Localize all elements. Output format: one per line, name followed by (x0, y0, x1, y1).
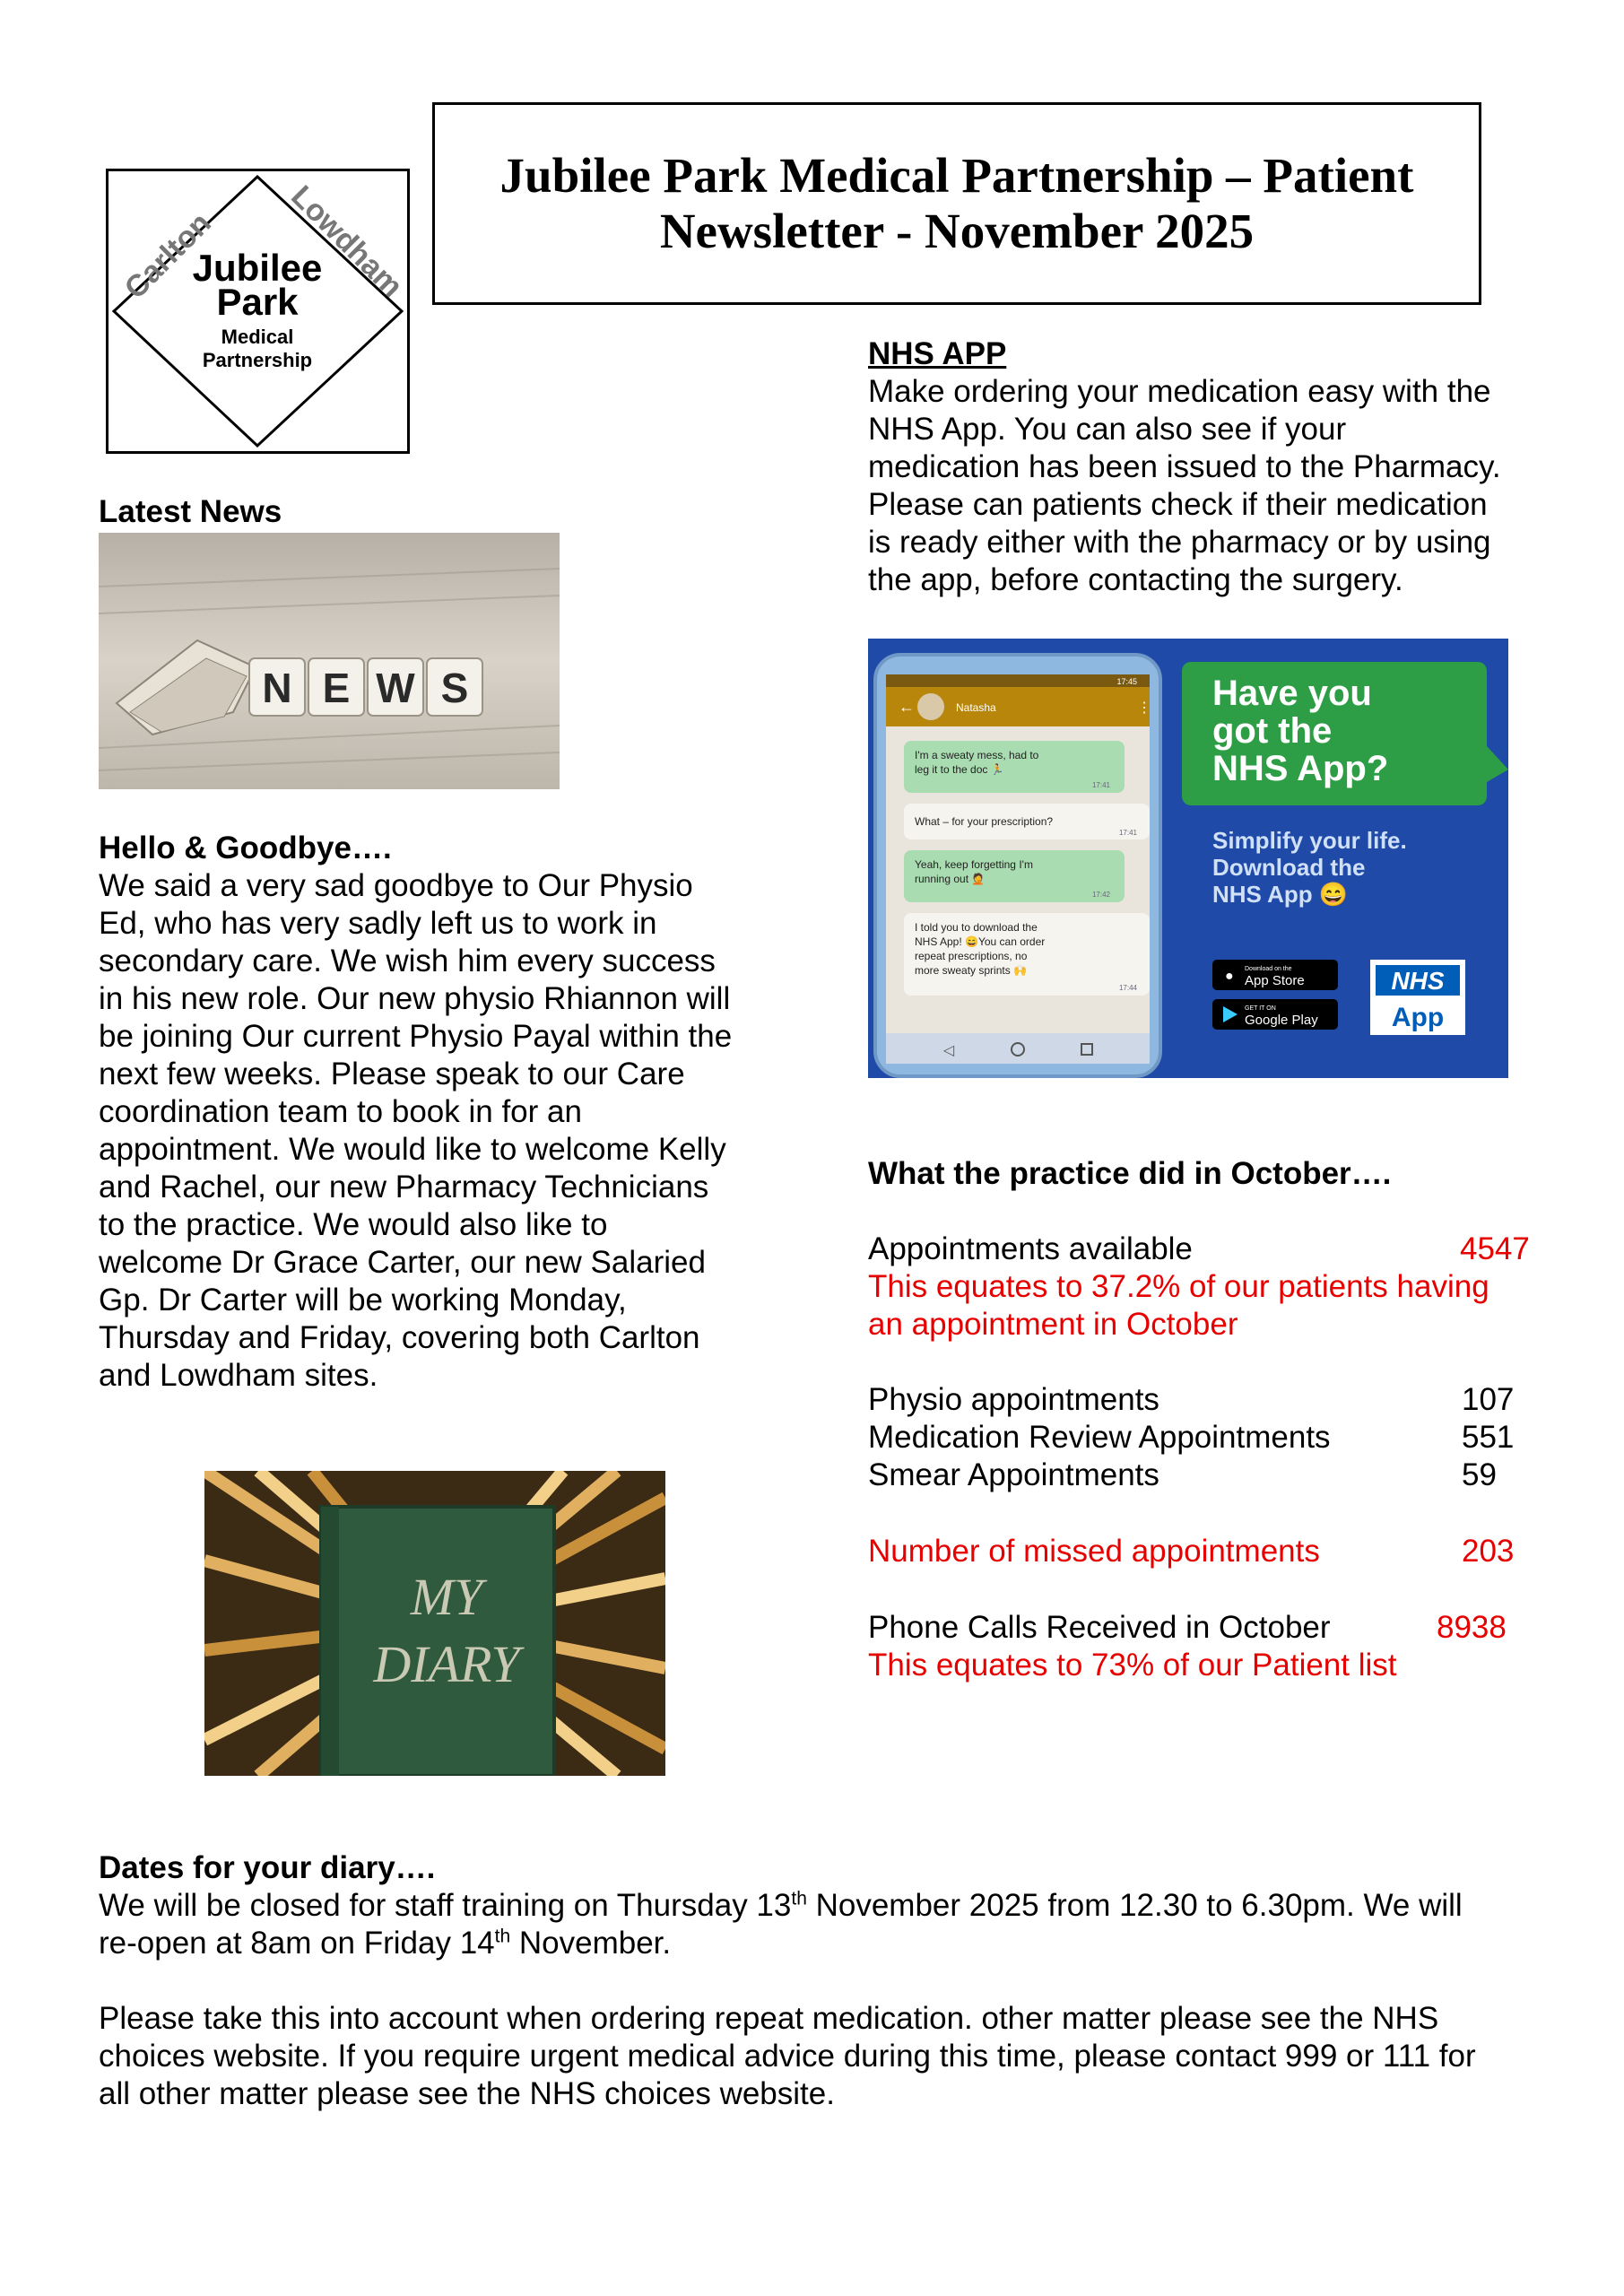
ad-msg-4-line-4: more sweaty sprints 🙌 (915, 964, 1027, 977)
title-line-2: Newsletter - November 2025 (659, 204, 1255, 258)
hello-line: next few weeks. Please speak to our Care (99, 1057, 685, 1091)
hello-line: secondary care. We wish him every success (99, 944, 716, 978)
hello-line: appointment. We would like to welcome Kelly (99, 1132, 726, 1167)
apple-icon: ● (1225, 969, 1234, 984)
dates-para-2-line: Please take this into account when ordering repeat medication. other matter please see the NHS (99, 2001, 1439, 2036)
hello-line: Thursday and Friday, covering both Carlton (99, 1320, 700, 1355)
nhs-app-line: Make ordering your medication easy with the (868, 374, 1491, 409)
hello-line: to the practice. We would also like to (99, 1207, 608, 1242)
ad-msg-3-line-2: running out 🤦 (915, 873, 986, 885)
stat-label: Physio appointments (868, 1382, 1159, 1417)
logo-arc-left: Carlton (117, 205, 218, 306)
hello-line: welcome Dr Grace Carter, our new Salaried (99, 1245, 706, 1280)
stat-medication-review (868, 1419, 1541, 1457)
nhs-app-line: medication has been issued to the Pharmacy. (868, 449, 1501, 484)
stat-label: Medication Review Appointments (868, 1420, 1331, 1455)
hello-line: We said a very sad goodbye to Our Physio (99, 868, 693, 903)
nhs-app-heading: NHS APP (868, 336, 1007, 371)
ad-bubble-line-2: got the (1212, 711, 1333, 751)
logo-name-1: Jubilee (192, 247, 323, 289)
logo-arc-right: Lowdham (284, 178, 407, 304)
app-store-label: App Store (1245, 973, 1305, 988)
logo-sub-2: Partnership (202, 349, 313, 371)
ad-msg-4-line-2: NHS App! 😄You can order (915, 935, 1046, 948)
ad-msg-2-time: 17:41 (1118, 829, 1137, 837)
ad-msg-4-line-3: repeat prescriptions, no (915, 950, 1028, 962)
ad-tagline-3: NHS App 😄 (1212, 881, 1349, 908)
ad-contact-name: Natasha (956, 701, 996, 714)
hello-line: Ed, who has very sadly left us to work in (99, 906, 657, 941)
title-line-1: Jubilee Park Medical Partnership – Patient (499, 148, 1414, 203)
ad-msg-3-line-1: Yeah, keep forgetting I'm (915, 858, 1033, 871)
hello-goodbye-heading: Hello & Goodbye…. (99, 831, 392, 865)
nhs-app-line: the app, before contacting the surgery. (868, 562, 1403, 597)
google-play-label: Google Play (1245, 1013, 1318, 1028)
stat-phone-calls (868, 1609, 1541, 1647)
stat-calls-equates: This equates to 73% of our Patient list (868, 1648, 1397, 1683)
hello-line: be joining Our current Physio Payal within the (99, 1019, 733, 1054)
news-image (99, 533, 560, 789)
dates-para-2-line: all other matter please see the NHS choices website. (99, 2076, 835, 2111)
diary-title-1: MY (410, 1568, 483, 1626)
dates-line-1: We will be closed for staff training on Thursday 13th November 2025 from 12.30 to 6.30pm. We will (99, 1888, 1463, 1923)
diary-image (204, 1471, 665, 1776)
dates-section (99, 1849, 1551, 2113)
google-play-small: GET IT ON (1245, 1005, 1276, 1012)
equates-line-2: an appointment in October (868, 1307, 1238, 1342)
nhs-logo-text: NHS (1391, 967, 1445, 995)
stat-label: Number of missed appointments (868, 1534, 1320, 1569)
ad-msg-1-line-2: leg it to the doc 🏃 (915, 763, 1004, 776)
contact-avatar (917, 693, 944, 720)
hello-goodbye-section (99, 830, 780, 1395)
stat-value: 59 (1462, 1457, 1497, 1492)
news-letter-n: N (262, 665, 292, 711)
hello-line: and Rachel, our new Pharmacy Technicians (99, 1170, 709, 1205)
hello-line: Gp. Dr Carter will be working Monday, (99, 1283, 627, 1318)
dates-heading: Dates for your diary…. (99, 1850, 436, 1885)
ad-status-time: 17:45 (1116, 677, 1137, 686)
stat-appointments (868, 1231, 1541, 1268)
back-arrow-icon: ← (899, 698, 915, 716)
ad-bubble-line-1: Have you (1212, 674, 1372, 713)
stat-value: 8938 (1437, 1610, 1507, 1645)
ad-msg-4-time: 17:44 (1118, 984, 1137, 992)
nhs-logo-app-text: App (1391, 1003, 1445, 1032)
ad-msg-1-time: 17:41 (1091, 781, 1110, 789)
hello-line: in his new role. Our new physio Rhiannon will (99, 981, 731, 1016)
stat-label: Phone Calls Received in October (868, 1610, 1331, 1645)
newsletter-title-box (432, 102, 1481, 305)
ad-tagline-2: Download the (1212, 854, 1366, 881)
news-letter-e: E (322, 665, 351, 711)
stat-label: Smear Appointments (868, 1457, 1159, 1492)
nhs-app-line: Please can patients check if their medication (868, 487, 1488, 522)
ad-msg-4-line-1: I told you to download the (915, 921, 1038, 934)
news-letter-s: S (440, 665, 469, 711)
nhs-app-advert (868, 639, 1508, 1078)
ad-msg-1-line-1: I'm a sweaty mess, had to (915, 749, 1039, 761)
stat-missed (868, 1533, 1541, 1570)
nhs-app-section (868, 335, 1550, 599)
diary-title-2: DIARY (373, 1635, 520, 1693)
stat-value: 551 (1462, 1420, 1515, 1455)
october-heading: What the practice did in October…. (868, 1156, 1392, 1191)
ad-msg-2: What – for your prescription? (915, 815, 1054, 828)
nhs-app-line: is ready either with the pharmacy or by using (868, 525, 1491, 560)
dates-line-2: re-open at 8am on Friday 14th November. (99, 1926, 672, 1961)
menu-dots-icon: ⋮ (1137, 700, 1151, 716)
logo-graphic (109, 171, 407, 451)
equates-line-1: This equates to 37.2% of our patients having (868, 1269, 1489, 1304)
latest-news-heading: Latest News (99, 494, 282, 529)
nhs-app-line: NHS App. You can also see if your (868, 412, 1347, 447)
dates-para-2-line: choices website. If you require urgent medical advice during this time, please contact 999 or 111 for (99, 2039, 1476, 2074)
stat-physio (868, 1381, 1541, 1419)
stat-smear (868, 1457, 1541, 1494)
stat-value: 203 (1462, 1534, 1515, 1569)
ad-msg-3-time: 17:42 (1091, 891, 1110, 899)
hello-line: and Lowdham sites. (99, 1358, 378, 1393)
logo-sub-1: Medical (221, 326, 294, 348)
logo-name-2: Park (216, 281, 299, 323)
stat-label: Appointments available (868, 1231, 1193, 1266)
stat-value: 4547 (1460, 1231, 1530, 1266)
practice-logo (106, 169, 410, 454)
hello-line: coordination team to book in for an (99, 1094, 582, 1129)
ad-tagline-1: Simplify your life. (1212, 827, 1407, 854)
app-store-small: Download on the (1245, 966, 1292, 972)
nav-back-icon: ◁ (942, 1043, 955, 1058)
news-letter-w: W (376, 665, 415, 711)
ad-bubble-line-3: NHS App? (1212, 749, 1389, 788)
stat-equates-note (868, 1268, 1550, 1344)
stat-value: 107 (1462, 1382, 1515, 1417)
